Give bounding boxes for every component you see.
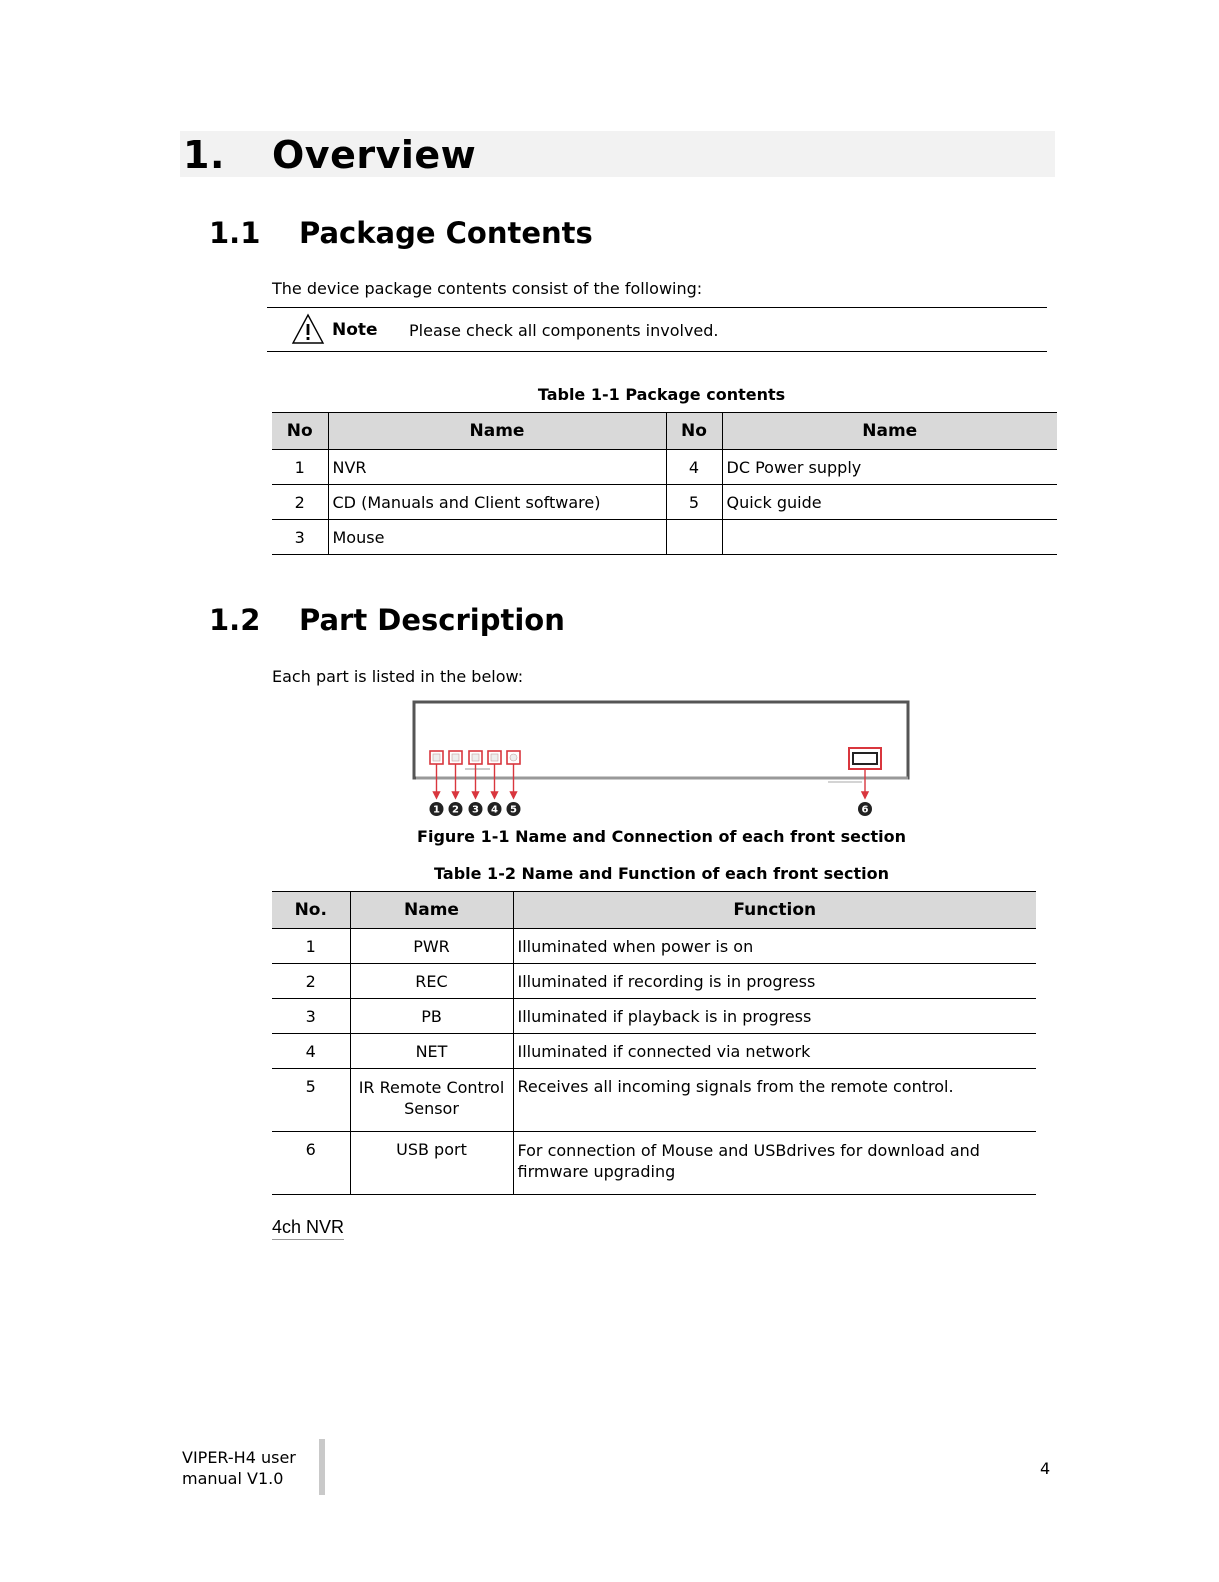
table-row bbox=[272, 964, 1036, 999]
table-caption: Table 1-1 Package contents bbox=[537, 385, 786, 404]
column-header: Name bbox=[350, 892, 513, 929]
table-row bbox=[272, 1034, 1036, 1069]
table-cell: Illuminated if connected via network bbox=[513, 1034, 1036, 1069]
table-cell: NVR bbox=[328, 450, 666, 485]
column-header: Function bbox=[513, 892, 1036, 929]
marker-4-label: 4 bbox=[491, 804, 498, 816]
column-header: No bbox=[666, 413, 722, 450]
table-cell: Mouse bbox=[328, 520, 666, 555]
table-cell: Illuminated if recording is in progress bbox=[513, 964, 1036, 999]
chapter-number: 1. bbox=[183, 133, 225, 177]
table-caption: Table 1-2 Name and Function of each front section bbox=[434, 864, 889, 883]
table-row bbox=[272, 520, 1057, 555]
column-header: Name bbox=[328, 413, 666, 450]
section-title: Package Contents bbox=[299, 216, 593, 250]
table-cell: PWR bbox=[350, 929, 513, 964]
warning-icon bbox=[291, 313, 325, 345]
column-header: Name bbox=[722, 413, 1057, 450]
table-cell: 1 bbox=[272, 450, 328, 485]
section-intro: Each part is listed in the below: bbox=[272, 667, 524, 686]
note-bottom-rule bbox=[267, 351, 1047, 352]
usb-port bbox=[853, 753, 877, 764]
table-cell: IR Remote Control Sensor bbox=[350, 1069, 513, 1132]
marker-2-label: 2 bbox=[452, 804, 459, 816]
table-cell: PB bbox=[350, 999, 513, 1034]
marker-6-label: 6 bbox=[861, 804, 869, 816]
front-section-table bbox=[272, 891, 1036, 1195]
marker-5-label: 5 bbox=[510, 804, 517, 816]
4ch-nvr-link[interactable]: 4ch NVR bbox=[272, 1217, 344, 1240]
table-cell: 6 bbox=[272, 1132, 350, 1195]
table-cell: Illuminated if playback is in progress bbox=[513, 999, 1036, 1034]
table-cell: DC Power supply bbox=[722, 450, 1057, 485]
section-number: 1.1 bbox=[209, 216, 261, 250]
table-cell: Quick guide bbox=[722, 485, 1057, 520]
table-row bbox=[272, 929, 1036, 964]
table-header-row bbox=[272, 892, 1036, 929]
table-cell bbox=[666, 520, 722, 555]
table-cell: 4 bbox=[272, 1034, 350, 1069]
table-header-row bbox=[272, 413, 1057, 450]
marker-3-label: 3 bbox=[472, 804, 479, 816]
table-row bbox=[272, 999, 1036, 1034]
table-cell: 2 bbox=[272, 485, 328, 520]
table-cell: 3 bbox=[272, 520, 328, 555]
column-header: No bbox=[272, 413, 328, 450]
table-cell: 1 bbox=[272, 929, 350, 964]
table-cell: 3 bbox=[272, 999, 350, 1034]
table-cell: For connection of Mouse and USBdrives for download and firmware upgrading bbox=[513, 1132, 1036, 1195]
table-cell: CD (Manuals and Client software) bbox=[328, 485, 666, 520]
footer-divider bbox=[319, 1439, 325, 1495]
table-cell: NET bbox=[350, 1034, 513, 1069]
table-row bbox=[272, 485, 1057, 520]
table-cell: 5 bbox=[272, 1069, 350, 1132]
section-intro: The device package contents consist of the following: bbox=[272, 279, 703, 298]
table-cell bbox=[722, 520, 1057, 555]
table-cell: USB port bbox=[350, 1132, 513, 1195]
figure-caption: Figure 1-1 Name and Connection of each front section bbox=[417, 827, 906, 846]
note-top-rule bbox=[267, 307, 1047, 308]
chapter-title: Overview bbox=[272, 133, 477, 177]
table-cell: 4 bbox=[666, 450, 722, 485]
table-row bbox=[272, 1132, 1036, 1195]
table-cell: 2 bbox=[272, 964, 350, 999]
package-contents-table bbox=[272, 412, 1057, 555]
marker-1-label: 1 bbox=[433, 804, 440, 816]
table-cell: Illuminated when power is on bbox=[513, 929, 1036, 964]
section-number: 1.2 bbox=[209, 603, 261, 637]
footer-doc-line: manual V1.0 bbox=[182, 1469, 284, 1488]
table-row bbox=[272, 450, 1057, 485]
note-text: Please check all components involved. bbox=[409, 321, 719, 340]
section-title: Part Description bbox=[299, 603, 565, 637]
page-number: 4 bbox=[1040, 1459, 1051, 1478]
table-cell: 5 bbox=[666, 485, 722, 520]
footer-doc-title bbox=[182, 1447, 296, 1489]
panel-outline bbox=[414, 702, 908, 778]
column-header: No. bbox=[272, 892, 350, 929]
table-cell: Receives all incoming signals from the remote control. bbox=[513, 1069, 1036, 1132]
footer-doc-line: VIPER-H4 user bbox=[182, 1448, 296, 1467]
table-row bbox=[272, 1069, 1036, 1132]
note-label: Note bbox=[332, 320, 378, 340]
table-cell: REC bbox=[350, 964, 513, 999]
nvr-front-panel-figure bbox=[410, 698, 912, 820]
